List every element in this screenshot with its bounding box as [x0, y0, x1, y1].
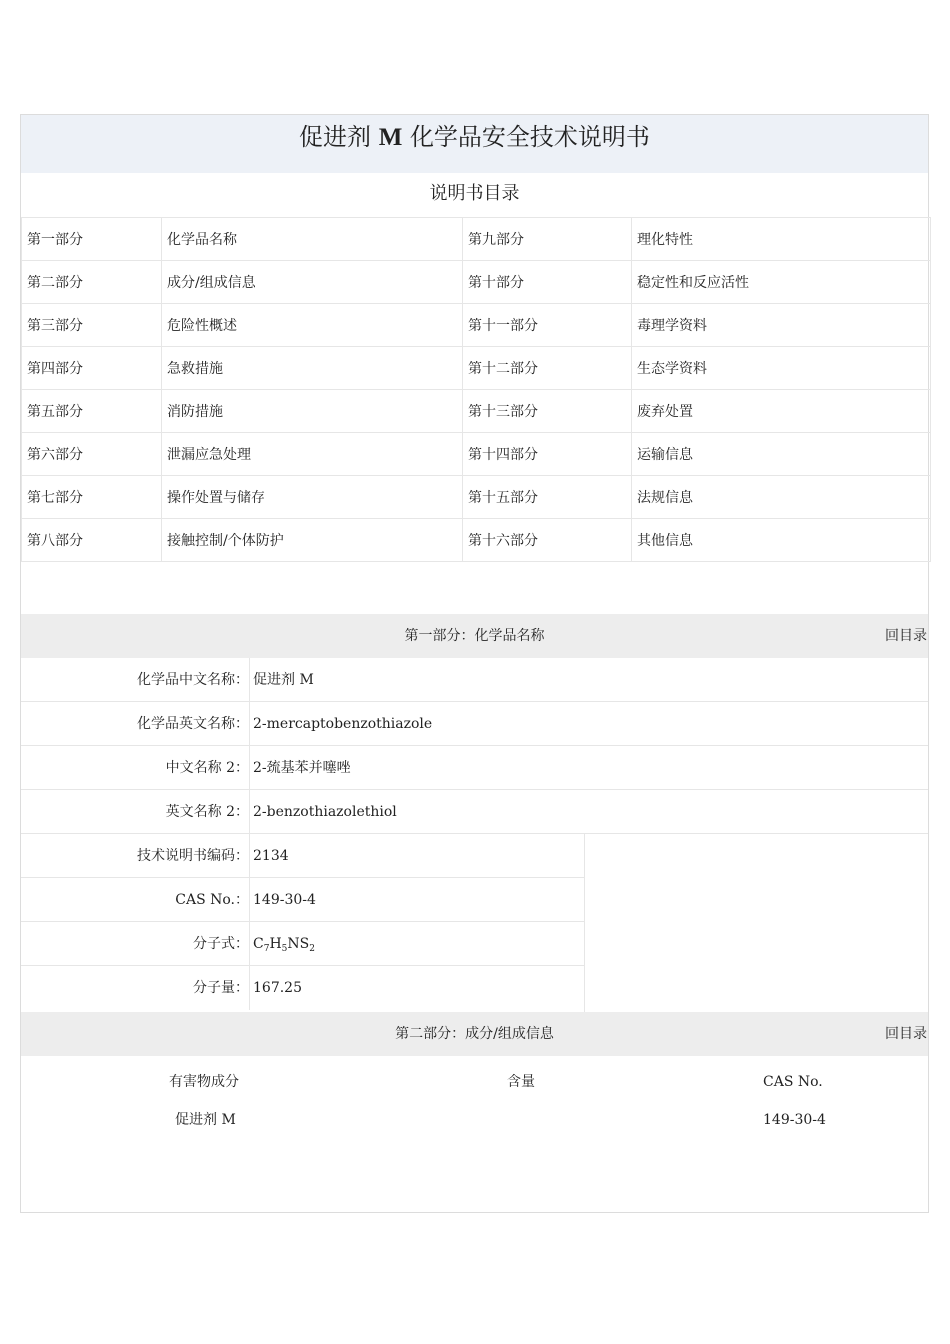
cell-divider [249, 878, 250, 921]
component-cas: 149-30-4 [763, 1112, 826, 1128]
toc-part-left[interactable]: 第八部分 [22, 519, 162, 562]
info-value: 2134 [253, 848, 289, 864]
info-row-cn-name-2 [21, 746, 928, 790]
back-to-toc-link[interactable]: 回目录 [885, 1026, 927, 1042]
toc-name-left[interactable]: 成分/组成信息 [162, 261, 463, 304]
toc-row [22, 476, 931, 519]
toc-part-left[interactable]: 第三部分 [22, 304, 162, 347]
toc-part-left[interactable]: 第一部分 [22, 218, 162, 261]
composition-table-header [21, 1067, 928, 1097]
toc-part-right[interactable]: 第十一部分 [463, 304, 632, 347]
section2-title: 第二部分：成分/组成信息 [395, 1026, 554, 1042]
cell-divider [249, 702, 250, 745]
toc-name-left[interactable]: 化学品名称 [162, 218, 463, 261]
cell-divider [249, 922, 250, 965]
component-name: 促进剂 M [175, 1112, 236, 1128]
info-label: 化学品中文名称： [137, 672, 249, 688]
toc-name-left[interactable]: 接触控制/个体防护 [162, 519, 463, 562]
formula-c: C [253, 936, 264, 952]
toc-part-left[interactable]: 第四部分 [22, 347, 162, 390]
info-label: 中文名称 2： [165, 760, 249, 776]
toc-row [22, 218, 931, 261]
info-label: 化学品英文名称： [137, 716, 249, 732]
info-row-cas [21, 878, 584, 922]
toc-name-left[interactable]: 危险性概述 [162, 304, 463, 347]
table-row [21, 1105, 928, 1135]
toc-name-right[interactable]: 其他信息 [632, 519, 931, 562]
title-suffix: 化学品安全技术说明书 [409, 123, 650, 151]
toc-part-left[interactable]: 第六部分 [22, 433, 162, 476]
toc-row [22, 390, 931, 433]
toc-name-right[interactable]: 废弃处置 [632, 390, 931, 433]
toc-part-right[interactable]: 第十部分 [463, 261, 632, 304]
info-row-mol-weight [21, 966, 584, 1010]
info-row-en-name-2 [21, 790, 928, 834]
section2-header [21, 1012, 928, 1056]
cell-divider [249, 790, 250, 833]
toc-row [22, 519, 931, 562]
info-label: 技术说明书编码： [137, 848, 249, 864]
info-value: 2-巯基苯并噻唑 [253, 760, 351, 776]
info-value: 2-benzothiazolethiol [253, 804, 397, 820]
formula-h: H [269, 936, 282, 952]
toc-part-left[interactable]: 第五部分 [22, 390, 162, 433]
info-label: 英文名称 2： [165, 804, 249, 820]
toc-name-right[interactable]: 运输信息 [632, 433, 931, 476]
column-header-content: 含量 [507, 1074, 535, 1090]
cell-divider [249, 966, 250, 1010]
toc-name-left[interactable]: 操作处置与储存 [162, 476, 463, 519]
info-label: 分子量： [193, 980, 249, 996]
toc-part-right[interactable]: 第十五部分 [463, 476, 632, 519]
title-bold: M [378, 124, 403, 151]
info-value: 2-mercaptobenzothiazole [253, 716, 433, 732]
column-header-component: 有害物成分 [169, 1074, 239, 1090]
cell-divider [249, 834, 250, 877]
toc-part-left[interactable]: 第七部分 [22, 476, 162, 519]
toc-part-right[interactable]: 第十六部分 [463, 519, 632, 562]
info-row-cn-name [21, 658, 928, 702]
title-prefix: 促进剂 [299, 123, 372, 151]
toc-part-right[interactable]: 第九部分 [463, 218, 632, 261]
structure-image-area [584, 834, 930, 1012]
toc-name-left[interactable]: 消防措施 [162, 390, 463, 433]
section1-title: 第一部分：化学品名称 [404, 628, 545, 644]
toc-name-right[interactable]: 法规信息 [632, 476, 931, 519]
toc-row [22, 304, 931, 347]
toc-table [21, 217, 931, 562]
info-value: 167.25 [253, 980, 302, 996]
toc-row [22, 347, 931, 390]
molecular-formula [253, 922, 315, 971]
info-row-en-name [21, 702, 928, 746]
toc-name-right[interactable]: 生态学资料 [632, 347, 931, 390]
back-to-toc-link[interactable]: 回目录 [885, 628, 927, 644]
toc-heading: 说明书目录 [429, 183, 520, 204]
toc-row [22, 433, 931, 476]
document-title [21, 115, 928, 173]
document-frame [20, 114, 929, 1213]
cell-divider [249, 658, 250, 701]
toc-name-right[interactable]: 毒理学资料 [632, 304, 931, 347]
section1-header [21, 614, 928, 658]
info-label: CAS No.： [175, 892, 249, 908]
info-row-formula [21, 922, 584, 966]
formula-h-count: 5 [281, 944, 288, 954]
info-value: 促进剂 M [253, 672, 314, 688]
info-value: 149-30-4 [253, 892, 316, 908]
toc-part-right[interactable]: 第十三部分 [463, 390, 632, 433]
formula-s-count: 2 [309, 944, 315, 954]
toc-part-right[interactable]: 第十四部分 [463, 433, 632, 476]
toc-name-left[interactable]: 急救措施 [162, 347, 463, 390]
formula-ns: NS [287, 936, 310, 952]
toc-row [22, 261, 931, 304]
info-row-doc-code [21, 834, 584, 878]
toc-name-left[interactable]: 泄漏应急处理 [162, 433, 463, 476]
toc-part-right[interactable]: 第十二部分 [463, 347, 632, 390]
info-label: 分子式： [193, 936, 249, 952]
column-header-cas: CAS No. [763, 1074, 823, 1090]
cell-divider [249, 746, 250, 789]
formula-c-count: 7 [263, 944, 270, 954]
toc-name-right[interactable]: 稳定性和反应活性 [632, 261, 931, 304]
toc-part-left[interactable]: 第二部分 [22, 261, 162, 304]
toc-name-right[interactable]: 理化特性 [632, 218, 931, 261]
